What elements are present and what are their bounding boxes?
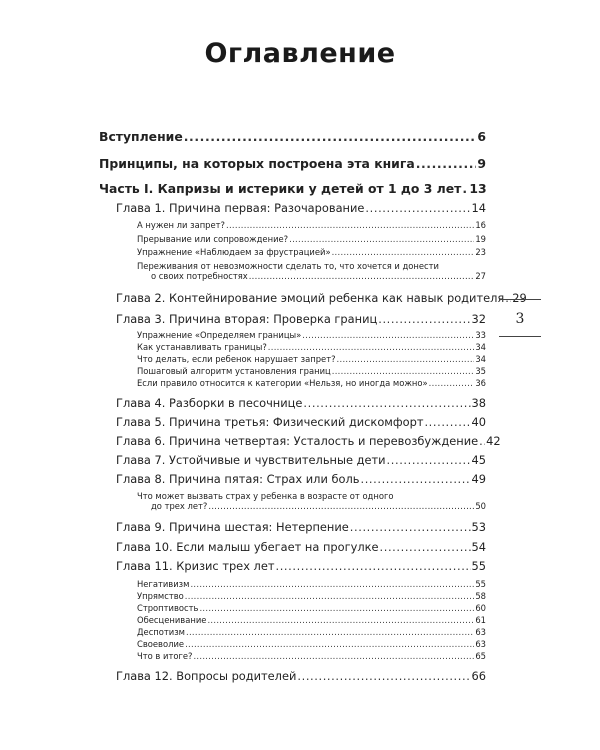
toc-entry-title: Глава 4. Разборки в песочнице bbox=[116, 396, 303, 410]
dot-leader bbox=[185, 592, 475, 602]
toc-entry bbox=[116, 291, 527, 305]
toc-entry-title-continued: до трех лет? bbox=[151, 500, 208, 511]
toc-entry-page: 65 bbox=[475, 651, 486, 661]
dot-leader bbox=[297, 670, 470, 683]
toc-entry-title: Глава 3. Причина вторая: Проверка границ bbox=[116, 312, 378, 326]
toc-entry-title: Часть I. Капризы и истерики у детей от 1 до 3 лет bbox=[99, 181, 462, 196]
toc-entry-page: 49 bbox=[471, 472, 486, 486]
toc-entry-page: 63 bbox=[475, 627, 486, 637]
toc-entry-page: 19 bbox=[475, 234, 486, 244]
toc-entry-page: 60 bbox=[475, 603, 486, 613]
dot-leader bbox=[360, 473, 470, 486]
dot-leader bbox=[416, 157, 477, 171]
dot-leader bbox=[337, 355, 475, 365]
dot-leader bbox=[479, 435, 485, 448]
toc-entry bbox=[116, 416, 486, 429]
toc-subentry bbox=[137, 379, 486, 389]
toc-entry-title: Если правило относится к категории «Нельзя, но иногда можно» bbox=[137, 378, 428, 388]
toc-entry bbox=[116, 397, 486, 410]
toc-entry-title: Глава 8. Причина пятая: Страх или боль bbox=[116, 472, 360, 486]
toc-subentry bbox=[137, 652, 486, 662]
toc-entry-page: 33 bbox=[475, 330, 486, 340]
toc-entry-title: Своеволие bbox=[137, 639, 185, 649]
toc-entry bbox=[99, 182, 486, 196]
toc-entry-page: 9 bbox=[477, 156, 486, 171]
toc-entry-title: Строптивость bbox=[137, 603, 199, 613]
toc-entry-title: Глава 11. Кризис трех лет bbox=[116, 559, 275, 573]
toc-entry bbox=[116, 313, 486, 326]
toc-subentry bbox=[137, 580, 486, 590]
toc-entry-page: 13 bbox=[469, 181, 487, 196]
toc-entry-page: 53 bbox=[471, 520, 486, 534]
toc-entry bbox=[116, 454, 486, 467]
toc-entry-title: Глава 5. Причина третья: Физический дискомфорт bbox=[116, 415, 424, 429]
dot-leader bbox=[380, 541, 471, 554]
toc-entry bbox=[116, 202, 486, 215]
toc-entry-page: 6 bbox=[477, 129, 486, 144]
dot-leader bbox=[332, 367, 475, 377]
dot-leader bbox=[268, 343, 475, 353]
toc-entry bbox=[116, 541, 486, 554]
toc-entry-page: 54 bbox=[471, 540, 486, 554]
page-number-rule-top bbox=[499, 299, 541, 300]
dot-leader bbox=[199, 604, 474, 614]
toc-entry-page: 42 bbox=[486, 434, 501, 448]
toc-subentry bbox=[137, 235, 486, 245]
dot-leader bbox=[193, 652, 474, 662]
toc-entry-title: Как устанавливать границы? bbox=[137, 342, 267, 352]
dot-leader bbox=[249, 272, 475, 282]
toc-entry-page: 35 bbox=[475, 366, 486, 376]
toc-entry-continuation bbox=[137, 272, 486, 282]
dot-leader bbox=[424, 416, 470, 429]
toc-subentry bbox=[137, 604, 486, 614]
toc-entry-title-continued: о своих потребностях bbox=[151, 270, 248, 281]
toc-entry-page: 23 bbox=[475, 247, 486, 257]
toc-entry-page: 50 bbox=[475, 500, 486, 511]
toc-subentry bbox=[137, 628, 486, 638]
dot-leader bbox=[275, 560, 470, 573]
page-title: Оглавление bbox=[204, 38, 396, 69]
toc-entry-page: 63 bbox=[475, 639, 486, 649]
toc-entry bbox=[116, 560, 486, 573]
toc-entry-page: 34 bbox=[475, 354, 486, 364]
dot-leader bbox=[365, 202, 470, 215]
page-number: 3 bbox=[515, 311, 525, 327]
toc-subentry bbox=[137, 262, 486, 281]
toc-entry-page: 38 bbox=[471, 396, 486, 410]
dot-leader bbox=[350, 521, 471, 534]
dot-leader bbox=[184, 130, 477, 144]
toc-entry-page: 36 bbox=[475, 378, 486, 388]
dot-leader bbox=[387, 454, 471, 467]
toc-entry-title: Что может вызвать страх у ребенка в возрасте от одного bbox=[137, 491, 394, 501]
toc-entry-title: Глава 12. Вопросы родителей bbox=[116, 669, 297, 683]
toc-entry-page: 61 bbox=[475, 615, 486, 625]
dot-leader bbox=[186, 628, 474, 638]
toc-entry-title: Упрямство bbox=[137, 591, 184, 601]
dot-leader bbox=[462, 182, 468, 196]
dot-leader bbox=[185, 640, 474, 650]
toc-entry bbox=[99, 130, 486, 144]
toc-entry-title: Переживания от невозможности сделать то, что хочется и донести bbox=[137, 261, 439, 271]
toc-entry-page: 29 bbox=[512, 291, 527, 305]
toc-entry-title: Что делать, если ребенок нарушает запрет? bbox=[137, 354, 336, 364]
toc-entry bbox=[116, 434, 501, 448]
dot-leader bbox=[303, 397, 470, 410]
dot-leader bbox=[429, 379, 475, 389]
toc-entry-page: 34 bbox=[475, 342, 486, 352]
toc-entry bbox=[116, 473, 486, 486]
dot-leader bbox=[289, 235, 474, 245]
toc-entry-title: Глава 7. Устойчивые и чувствительные дети bbox=[116, 453, 386, 467]
toc-subentry bbox=[137, 616, 486, 626]
toc-entry-title: Обесценивание bbox=[137, 615, 207, 625]
dot-leader bbox=[378, 313, 470, 326]
toc-entry-page: 58 bbox=[475, 591, 486, 601]
toc-entry-page: 66 bbox=[471, 669, 486, 683]
toc-entry-title: Вступление bbox=[99, 129, 183, 144]
toc-entry-title: Упражнение «Наблюдаем за фрустрацией» bbox=[137, 247, 331, 257]
toc-subentry bbox=[137, 221, 486, 231]
toc-entry-title: Глава 6. Причина четвертая: Усталость и перевозбуждение bbox=[116, 434, 479, 448]
dot-leader bbox=[302, 331, 474, 341]
toc-entry-page: 40 bbox=[471, 415, 486, 429]
dot-leader bbox=[207, 616, 474, 626]
toc-entry-page: 16 bbox=[475, 220, 486, 230]
toc-entry-title: Негативизм bbox=[137, 579, 190, 589]
dot-leader bbox=[208, 502, 474, 512]
toc-entry-page: 27 bbox=[475, 270, 486, 281]
toc-entry-page: 45 bbox=[471, 453, 486, 467]
toc-entry-title: Принципы, на которых построена эта книга bbox=[99, 156, 415, 171]
toc-subentry bbox=[137, 331, 486, 341]
dot-leader bbox=[332, 248, 475, 258]
toc-subentry bbox=[137, 492, 486, 511]
toc-entry bbox=[116, 521, 486, 534]
toc-subentry bbox=[137, 367, 486, 377]
toc-entry-continuation bbox=[137, 502, 486, 512]
toc-entry bbox=[116, 670, 486, 683]
toc-entry-title: Пошаговый алгоритм установления границ bbox=[137, 366, 331, 376]
toc-entry-page: 32 bbox=[471, 312, 486, 326]
toc-subentry bbox=[137, 640, 486, 650]
toc-entry-title: Глава 2. Контейнирование эмоций ребенка как навык родителя bbox=[116, 291, 505, 305]
toc-entry-title: Глава 1. Причина первая: Разочарование bbox=[116, 201, 365, 215]
dot-leader bbox=[190, 580, 474, 590]
toc-subentry bbox=[137, 343, 486, 353]
toc-entry-title: Что в итоге? bbox=[137, 651, 193, 661]
toc-entry-title: Упражнение «Определяем границы» bbox=[137, 330, 302, 340]
toc-entry-page: 55 bbox=[471, 559, 486, 573]
toc-entry-title: Глава 9. Причина шестая: Нетерпение bbox=[116, 520, 349, 534]
toc-entry-title: Деспотизм bbox=[137, 627, 185, 637]
toc-subentry bbox=[137, 248, 486, 258]
toc-subentry bbox=[137, 592, 486, 602]
toc-entry bbox=[99, 157, 486, 171]
toc-entry-title: А нужен ли запрет? bbox=[137, 220, 225, 230]
toc-entry-title: Прерывание или сопровождение? bbox=[137, 234, 289, 244]
toc-subentry bbox=[137, 355, 486, 365]
toc-entry-page: 14 bbox=[471, 201, 486, 215]
page-number-rule-bottom bbox=[499, 336, 541, 337]
toc-entry-title: Глава 10. Если малыш убегает на прогулке bbox=[116, 540, 379, 554]
toc-entry-page: 55 bbox=[475, 579, 486, 589]
dot-leader bbox=[226, 221, 474, 231]
